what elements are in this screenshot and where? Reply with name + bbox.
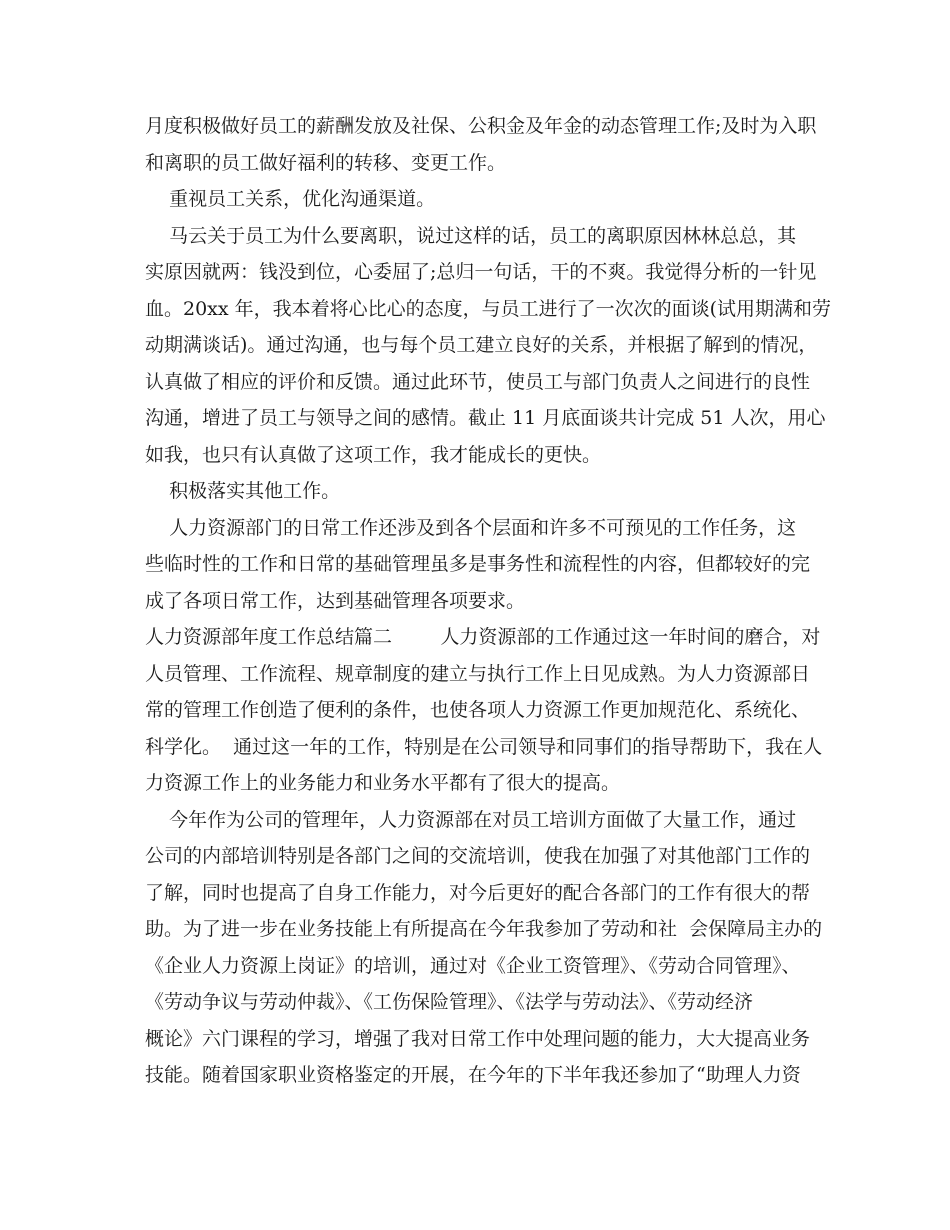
text-line: 血。20xx 年，我本着将心比心的态度，与员工进行了一次次的面谈(试用期满和劳 xyxy=(145,297,832,320)
text-line: 些临时性的工作和日常的基础管理虽多是事务性和流程性的内容，但都较好的完 xyxy=(145,553,811,575)
text-line: 马云关于员工为什么要离职，说过这样的话，员工的离职原因林林总总，其 xyxy=(145,224,797,247)
text-line: 技能。随着国家职业资格鉴定的开展，在今年的下半年我还参加了“助理人力资 xyxy=(145,1064,801,1086)
text-line: 人力资源部门的日常工作还涉及到各个层面和许多不可预见的工作任务，这 xyxy=(145,516,797,539)
text-line: 公司的内部培训特别是各部门之间的交流培训，使我在加强了对其他部门工作的 xyxy=(145,845,811,867)
document-body xyxy=(145,108,832,1094)
text-line: 今年作为公司的管理年，人力资源部在对员工培训方面做了大量工作，通过 xyxy=(145,808,797,831)
text-line: 人力资源部年度工作总结篇二 人力资源部的工作通过这一年时间的磨合，对 xyxy=(145,626,821,648)
text-line: 力资源工作上的业务能力和业务水平都有了很大的提高。 xyxy=(145,772,621,794)
text-line: 如我，也只有认真做了这项工作，我才能成长的更快。 xyxy=(145,443,602,466)
text-line: 助。为了进一步在业务技能上有所提高在今年我参加了劳动和社 会保障局主办的 xyxy=(145,918,823,940)
text-line: 实原因就两：钱没到位，心委屈了;总归一句话，干的不爽。我觉得分析的一针见 xyxy=(145,261,817,283)
text-line: 认真做了相应的评价和反馈。通过此环节，使员工与部门负责人之间进行的良性 xyxy=(145,370,811,393)
text-line: 《劳动争议与劳动仲裁》、《工伤保险管理》、《法学与劳动法》、《劳动经济 xyxy=(145,991,754,1013)
text-line: 动期满谈话)。通过沟通，也与每个员工建立良好的关系，并根据了解到的情况， xyxy=(145,334,818,356)
text-line: 了解，同时也提高了自身工作能力，对今后更好的配合各部门的工作有很大的帮 xyxy=(145,881,811,904)
text-line: 沟通，增进了员工与领导之间的感情。截止 11 月底面谈共计完成 51 人次，用心 xyxy=(145,407,826,429)
text-line: 常的管理工作创造了便利的条件，也使各项人力资源工作更加规范化、系统化、 xyxy=(145,699,811,721)
text-line: 概论》六门课程的学习，增强了我对日常工作中处理问题的能力，大大提高业务 xyxy=(145,1027,811,1050)
text-line: 人员管理、工作流程、规章制度的建立与执行工作上日见成熟。为人力资源部日 xyxy=(145,662,811,685)
text-line: 《企业人力资源上岗证》的培训，通过对《企业工资管理》、《劳动合同管理》、 xyxy=(145,954,801,977)
text-line: 成了各项日常工作，达到基础管理各项要求。 xyxy=(145,589,526,612)
text-line: 积极落实其他工作。 xyxy=(145,480,341,502)
text-line: 月度积极做好员工的薪酬发放及社保、公积金及年金的动态管理工作;及时为入职 xyxy=(145,115,817,137)
text-line: 重视员工关系，优化沟通渠道。 xyxy=(145,188,436,210)
text-line: 科学化。 通过这一年的工作，特别是在公司领导和同事们的指导帮助下，我在人 xyxy=(145,735,823,758)
text-line: 和离职的员工做好福利的转移、变更工作。 xyxy=(145,151,507,174)
